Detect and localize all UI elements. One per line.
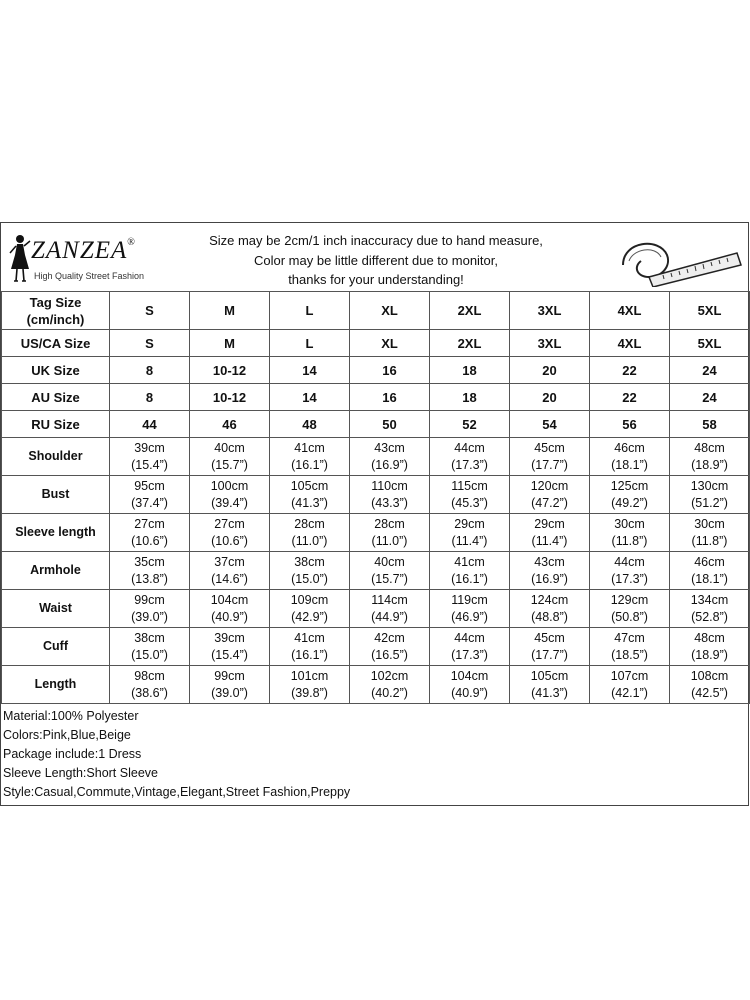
table-cell: 10-12: [190, 357, 270, 384]
measure-cell: [510, 628, 590, 666]
inch-value: (42.9”): [291, 609, 328, 624]
table-cell: S: [110, 330, 190, 357]
measure-cell: [190, 666, 270, 704]
measurement-notice: [151, 231, 601, 290]
measure-cell: [430, 666, 510, 704]
row-label: UK Size: [2, 357, 110, 384]
table-cell: 48: [270, 411, 350, 438]
inch-value: (46.9”): [451, 609, 488, 624]
table-row: [2, 552, 750, 590]
inch-value: (49.2”): [611, 495, 648, 510]
inch-value: (41.3”): [531, 685, 568, 700]
cm-value: 124cm: [530, 592, 569, 607]
table-row: [2, 384, 750, 411]
table-cell: 4XL: [590, 330, 670, 357]
measure-cell: [110, 438, 190, 476]
spec-style: Style:Casual,Commute,Vintage,Elegant,Street Fashion,Preppy: [3, 785, 351, 799]
measure-cell: [270, 628, 350, 666]
table-cell: 5XL: [670, 330, 750, 357]
measure-cell: [670, 552, 750, 590]
cm-value: 40cm: [374, 554, 405, 569]
cm-value: 27cm: [134, 516, 165, 531]
cm-value: 120cm: [530, 478, 569, 493]
cm-value: 28cm: [294, 516, 325, 531]
table-cell: 50: [350, 411, 430, 438]
size-chart-sheet: [0, 222, 749, 806]
table-header-row: [2, 292, 750, 330]
product-specs: [3, 707, 350, 802]
spec-sleeve-length: Sleeve Length:Short Sleeve: [3, 766, 158, 780]
measure-cell: [190, 438, 270, 476]
measure-cell: [270, 476, 350, 514]
table-cell: XL: [350, 330, 430, 357]
cm-value: 105cm: [530, 668, 569, 683]
cm-value: 99cm: [214, 668, 245, 683]
cm-value: 39cm: [134, 440, 165, 455]
cm-value: 119cm: [451, 592, 488, 607]
cm-value: 115cm: [451, 478, 488, 493]
row-label: Shoulder: [2, 438, 110, 476]
inch-value: (10.6”): [131, 533, 168, 548]
cm-value: 43cm: [374, 440, 405, 455]
registered-mark: ®: [127, 237, 136, 248]
measure-cell: [670, 666, 750, 704]
row-label: Length: [2, 666, 110, 704]
cm-value: 108cm: [690, 668, 729, 683]
table-cell: 44: [110, 411, 190, 438]
measure-cell: [270, 438, 350, 476]
inch-value: (15.0”): [131, 647, 168, 662]
table-cell: 58: [670, 411, 750, 438]
cm-value: 125cm: [610, 478, 649, 493]
inch-value: (41.3”): [291, 495, 328, 510]
inch-value: (40.2”): [371, 685, 408, 700]
measure-cell: [670, 590, 750, 628]
row-label: AU Size: [2, 384, 110, 411]
inch-value: (18.9”): [691, 457, 728, 472]
inch-value: (16.1”): [291, 457, 328, 472]
cm-value: 45cm: [534, 630, 565, 645]
cm-value: 27cm: [214, 516, 245, 531]
measure-cell: [350, 438, 430, 476]
inch-value: (52.8”): [691, 609, 728, 624]
cm-value: 41cm: [454, 554, 485, 569]
cm-value: 41cm: [294, 630, 325, 645]
inch-value: (42.5”): [691, 685, 728, 700]
cm-value: 46cm: [614, 440, 645, 455]
measure-cell: [190, 590, 270, 628]
measure-cell: [350, 590, 430, 628]
table-cell: 20: [510, 384, 590, 411]
inch-value: (45.3”): [451, 495, 488, 510]
table-row: [2, 590, 750, 628]
table-cell: 16: [350, 357, 430, 384]
cm-value: 129cm: [610, 592, 649, 607]
measuring-tape-icon: [619, 231, 743, 287]
cm-value: 29cm: [454, 516, 485, 531]
measure-cell: [430, 514, 510, 552]
cm-value: 43cm: [534, 554, 565, 569]
row-label: Cuff: [2, 628, 110, 666]
table-row: [2, 476, 750, 514]
inch-value: (39.4”): [211, 495, 248, 510]
measure-cell: [430, 628, 510, 666]
measure-cell: [430, 590, 510, 628]
measure-cell: [350, 666, 430, 704]
size-header-cell: 2XL: [430, 292, 510, 330]
cm-value: 44cm: [454, 630, 485, 645]
inch-value: (39.0”): [211, 685, 248, 700]
cm-value: 48cm: [694, 630, 725, 645]
table-cell: 3XL: [510, 330, 590, 357]
size-header-cell: XL: [350, 292, 430, 330]
inch-value: (11.8”): [611, 533, 648, 548]
inch-value: (18.1”): [611, 457, 648, 472]
inch-value: (16.1”): [451, 571, 488, 586]
table-cell: 8: [110, 357, 190, 384]
table-cell: 16: [350, 384, 430, 411]
inch-value: (51.2”): [691, 495, 728, 510]
table-cell: 20: [510, 357, 590, 384]
inch-value: (17.3”): [611, 571, 648, 586]
inch-value: (11.0”): [291, 533, 328, 548]
table-cell: 22: [590, 384, 670, 411]
measure-cell: [590, 514, 670, 552]
inch-value: (13.8”): [131, 571, 168, 586]
measure-cell: [270, 590, 350, 628]
cm-value: 130cm: [690, 478, 729, 493]
notice-line: thanks for your understanding!: [288, 272, 464, 287]
measure-cell: [270, 666, 350, 704]
row-label: Waist: [2, 590, 110, 628]
inch-value: (16.9”): [371, 457, 408, 472]
cm-value: 114cm: [371, 592, 408, 607]
brand-name: ZANZEA®: [31, 237, 136, 264]
inch-value: (11.8”): [691, 533, 728, 548]
size-header-cell: 5XL: [670, 292, 750, 330]
cm-value: 95cm: [134, 478, 165, 493]
measure-cell: [430, 438, 510, 476]
inch-value: (44.9”): [371, 609, 408, 624]
table-cell: 22: [590, 357, 670, 384]
cm-value: 37cm: [214, 554, 245, 569]
size-header-cell: S: [110, 292, 190, 330]
measure-cell: [510, 666, 590, 704]
inch-value: (11.4”): [451, 533, 488, 548]
brand-logo: [7, 231, 157, 287]
table-cell: 24: [670, 357, 750, 384]
inch-value: (42.1”): [611, 685, 648, 700]
inch-value: (47.2”): [531, 495, 568, 510]
measure-cell: [590, 438, 670, 476]
table-cell: 2XL: [430, 330, 510, 357]
row-label: Armhole: [2, 552, 110, 590]
size-header-cell: L: [270, 292, 350, 330]
inch-value: (17.3”): [451, 457, 488, 472]
cm-value: 30cm: [614, 516, 645, 531]
table-cell: 52: [430, 411, 510, 438]
inch-value: (15.0”): [291, 571, 328, 586]
inch-value: (16.9”): [531, 571, 568, 586]
cm-value: 104cm: [450, 668, 489, 683]
cm-value: 104cm: [210, 592, 249, 607]
table-row: [2, 357, 750, 384]
measure-cell: [110, 476, 190, 514]
spec-material: Material:100% Polyester: [3, 709, 139, 723]
notice-line: Color may be little different due to monitor,: [254, 252, 498, 268]
measure-cell: [110, 666, 190, 704]
table-cell: 46: [190, 411, 270, 438]
table-cell: 8: [110, 384, 190, 411]
inch-value: (40.9”): [451, 685, 488, 700]
measure-cell: [190, 628, 270, 666]
row-label: US/CA Size: [2, 330, 110, 357]
inch-value: (43.3”): [371, 495, 408, 510]
size-header-cell: 4XL: [590, 292, 670, 330]
measure-cell: [510, 552, 590, 590]
inch-value: (17.3”): [451, 647, 488, 662]
table-cell: 14: [270, 384, 350, 411]
row-label: RU Size: [2, 411, 110, 438]
measure-cell: [270, 552, 350, 590]
cm-value: 99cm: [134, 592, 165, 607]
cm-value: 44cm: [454, 440, 485, 455]
chart-header: [1, 223, 748, 291]
table-cell: 18: [430, 384, 510, 411]
measure-cell: [350, 514, 430, 552]
table-row: [2, 330, 750, 357]
cm-value: 42cm: [374, 630, 405, 645]
measure-cell: [350, 476, 430, 514]
table-cell: 10-12: [190, 384, 270, 411]
table-cell: 56: [590, 411, 670, 438]
cm-value: 41cm: [294, 440, 325, 455]
dress-figure-icon: [7, 233, 33, 285]
inch-value: (14.6”): [211, 571, 248, 586]
table-cell: 14: [270, 357, 350, 384]
cm-value: 102cm: [370, 668, 409, 683]
cm-value: 40cm: [214, 440, 245, 455]
inch-value: (11.0”): [371, 533, 408, 548]
inch-value: (15.4”): [211, 647, 248, 662]
cm-value: 38cm: [294, 554, 325, 569]
measure-cell: [350, 628, 430, 666]
table-cell: 24: [670, 384, 750, 411]
measure-cell: [590, 666, 670, 704]
table-cell: 18: [430, 357, 510, 384]
cm-value: 44cm: [614, 554, 645, 569]
cm-value: 39cm: [214, 630, 245, 645]
cm-value: 134cm: [690, 592, 729, 607]
measure-cell: [110, 628, 190, 666]
table-row: [2, 628, 750, 666]
cm-value: 38cm: [134, 630, 165, 645]
inch-value: (38.6”): [131, 685, 168, 700]
inch-value: (18.1”): [691, 571, 728, 586]
cm-value: 105cm: [290, 478, 329, 493]
inch-value: (18.5”): [611, 647, 648, 662]
measure-cell: [350, 552, 430, 590]
cm-value: 45cm: [534, 440, 565, 455]
table-cell: L: [270, 330, 350, 357]
cm-value: 107cm: [610, 668, 649, 683]
measure-cell: [670, 514, 750, 552]
measure-cell: [590, 628, 670, 666]
inch-value: (11.4”): [531, 533, 568, 548]
measure-cell: [590, 476, 670, 514]
measure-cell: [670, 628, 750, 666]
cm-value: 48cm: [694, 440, 725, 455]
notice-line: Size may be 2cm/1 inch inaccuracy due to hand measure,: [209, 233, 543, 248]
size-header-cell: M: [190, 292, 270, 330]
row-label: Sleeve length: [2, 514, 110, 552]
measure-cell: [430, 476, 510, 514]
table-row: [2, 411, 750, 438]
inch-value: (17.7”): [531, 647, 568, 662]
measure-cell: [270, 514, 350, 552]
measure-cell: [510, 438, 590, 476]
inch-value: (39.0”): [131, 609, 168, 624]
cm-value: 46cm: [694, 554, 725, 569]
tag-size-header: Tag Size (cm/inch): [2, 292, 110, 330]
table-cell: 54: [510, 411, 590, 438]
measure-cell: [670, 438, 750, 476]
measure-cell: [110, 590, 190, 628]
measure-cell: [110, 552, 190, 590]
inch-value: (39.8”): [291, 685, 328, 700]
inch-value: (48.8”): [531, 609, 568, 624]
measure-cell: [670, 476, 750, 514]
cm-value: 101cm: [290, 668, 329, 683]
cm-value: 110cm: [371, 478, 408, 493]
measure-cell: [510, 590, 590, 628]
measure-cell: [430, 552, 510, 590]
cm-value: 29cm: [534, 516, 565, 531]
inch-value: (15.7”): [371, 571, 408, 586]
spec-colors: Colors:Pink,Blue,Beige: [3, 728, 131, 742]
inch-value: (15.7”): [211, 457, 248, 472]
cm-value: 30cm: [694, 516, 725, 531]
inch-value: (15.4”): [131, 457, 168, 472]
measure-cell: [190, 514, 270, 552]
inch-value: (50.8”): [611, 609, 648, 624]
inch-value: (37.4”): [131, 495, 168, 510]
size-table-body: [2, 292, 750, 704]
cm-value: 100cm: [210, 478, 249, 493]
measure-cell: [190, 476, 270, 514]
brand-tagline: High Quality Street Fashion: [34, 271, 145, 281]
cm-value: 98cm: [134, 668, 165, 683]
table-cell: M: [190, 330, 270, 357]
table-row: [2, 666, 750, 704]
measure-cell: [590, 590, 670, 628]
size-table: [1, 291, 750, 704]
cm-value: 47cm: [614, 630, 645, 645]
inch-value: (17.7”): [531, 457, 568, 472]
cm-value: 28cm: [374, 516, 405, 531]
cm-value: 109cm: [290, 592, 329, 607]
measure-cell: [110, 514, 190, 552]
spec-package: Package include:1 Dress: [3, 747, 142, 761]
measure-cell: [510, 514, 590, 552]
measure-cell: [510, 476, 590, 514]
row-label: Bust: [2, 476, 110, 514]
inch-value: (40.9”): [211, 609, 248, 624]
measure-cell: [190, 552, 270, 590]
size-header-cell: 3XL: [510, 292, 590, 330]
inch-value: (16.5”): [371, 647, 408, 662]
cm-value: 35cm: [134, 554, 165, 569]
inch-value: (18.9”): [691, 647, 728, 662]
table-row: [2, 438, 750, 476]
inch-value: (16.1”): [291, 647, 328, 662]
table-row: [2, 514, 750, 552]
measure-cell: [590, 552, 670, 590]
inch-value: (10.6”): [211, 533, 248, 548]
